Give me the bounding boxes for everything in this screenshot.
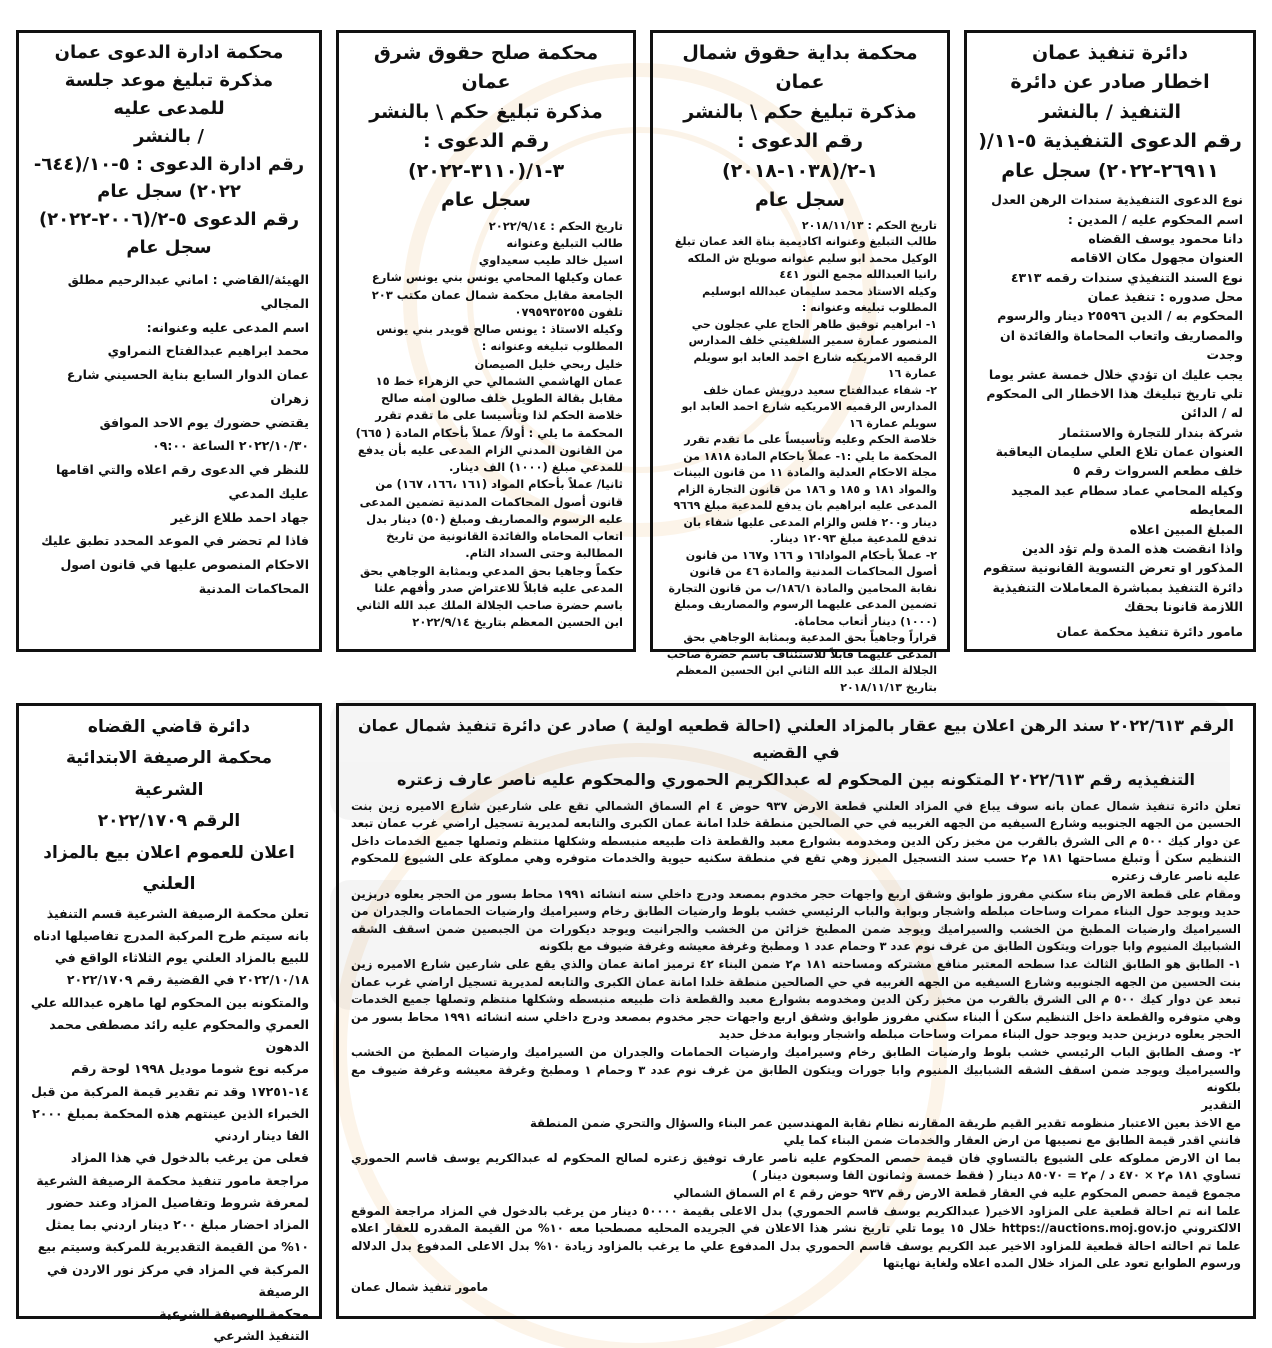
body-line: وكيله الاستاذ : يونس صالح قويدر بني يونس <box>376 322 623 337</box>
heading-line: رقم الدعوى ٥-٢/(٢٠٠٦-٢٠٢٢) <box>38 209 300 231</box>
heading-line: محكمة ادارة الدعوى عمان <box>54 42 284 63</box>
body-line: قراراً وجاهياً بحق المدعية وبمثابة الوجاهي بحق المدعى عليهما قابلاً للاستئناف باسم حضرة صاحب الجلالة الملك عبد الله الثاني ابن الحسين المعظم بتاريخ ٢٠١٨/١١/١٣ <box>666 631 937 694</box>
body-paragraph: ٢- وصف الطابق الباب الرئيسي خشب بلوط وارضيات الطابق رخام وسيراميك وارضيات الحمامات والجدران من السيراميك وارضيات المطبخ من الخشب والسيراميك ويوجد ضمن اسقف الشقه الشبابيك المنيوم وابا جورات ويتكون الطابق من غرف نوم عدد ٣ وحمام ١ ومطبخ وغرفة معيشه وغرفة ضيوف مع بلكونه <box>351 1045 1241 1095</box>
heading-line: ٢٠٢٢) سجل عام <box>97 181 241 203</box>
heading-line: رقم الدعوى : ٣-١/(٣١١٠-٢٠٢٢) <box>407 130 565 182</box>
heading-line: الرقم ٢٠٢٢/٦١٣ سند الرهن اعلان بيع عقار بالمزاد العلني (احالة قطعيه اولية ) صادر عن دائرة تنفيذ شمال عمان في القضيه <box>357 716 1235 763</box>
body-line: طالب التبليغ وعنوانه اكاديمية بناة الغد عمان تبلغ الوكيل محمد ابو سليم عنوانه صويلح ش الملكه رانيا العبدالله مجمع النور ٤٤١ <box>674 235 937 282</box>
notice-body <box>663 218 937 697</box>
heading-line: اعلان للعموم اعلان بيع بالمزاد العلني <box>43 842 295 895</box>
body-line: اسم المدعى عليه وعنوانه: <box>146 319 309 335</box>
heading-line: مذكرة تبليغ حكم \ بالنشر <box>683 100 917 123</box>
notice-body <box>29 903 309 1348</box>
heading-line: سجل عام <box>441 189 531 212</box>
body-paragraph: ومقام على قطعة الارض بناء سكني مفروز طوابق وشقق اربع واجهات حجر مخدوم بمصعد ودرج داخلي سنه انشائه ١٩٩١ محاط بسور من الحجر يعلوه دربزين حديد ويوجد حول البناء ممرات وساحات مبلطه واشجار وبوابة والباب الرئيسي خشب بلوط وارضيات الطابق رخام وسيراميك وارضيات الحمامات والجدران من السيراميك وارضيات المطبخ من الخشب والسيراميك ويوجد ضمن المطبخ خزائن من الخشب والجرانيت ويوجد ديكورات من الجبصين ضمن اسقف الشقه الشبابيك المنيوم وابا جورات ويتكون الطابق من غرف نوم عدد ٣ وحمام عدد ١ ومطبخ وغرفة معيشه وغرفة ضيوف مع بلكونه <box>351 886 1241 954</box>
body-line: العنوان عمان تلاع العلي سليمان اليعاقبة خلف مطعم السروات رقم ٥ <box>995 444 1243 479</box>
heading-line: محكمة صلح حقوق شرق عمان <box>373 42 599 94</box>
body-paragraph: علما انه تم احالة قطعية على المزاود الاخير( عبدالكريم يوسف قاسم الحموري) بدل الاعلى بقيمة ٥٠٠٠٠ دينار من يرغب بالدخول في المزاد مراجعة الموقع الالكتروني https://auctions.moj.gov.jo خلال ١٥ يوما تلي تاريخ نشر هذا الاعلان في الجريده المحليه مصطحبا معه ١٠% من القيمة المقدره للعقار اعلاه علما تم احالته احالة قطعية للمزاود الاخير عبد الكريم يوسف قاسم الحموري بدل المدفوع علي ما يرغب بالمزاود زيادة ١٠% بدل الاعلى المدفوع بدل الدلاله ورسوم الطوابع تعود على المزاد خلال المده اعلاه ولغاية نهايتها <box>351 1203 1241 1271</box>
body-line: تاريخ الحكم : ٢٠٢٢/٩/١٤ <box>488 218 623 233</box>
body-line: نوع الدعوى التنفيذية سندات الرهن العدل <box>991 192 1243 208</box>
body-line: عمان وكيلها المحامي يونس بني يونس شارع الجامعة مقابل محكمة شمال عمان مكتب ٢٠٣ تلفون ٠٧٩٥٩٣٥٢٥٥ <box>371 270 623 319</box>
notice-case-management-court <box>16 30 322 652</box>
notice-body <box>349 218 623 632</box>
body-line: المطلوب تبليغه وعنوانه : <box>481 339 623 354</box>
body-line: يقتضي حضورك يوم الاحد الموافق ٢٠٢٢/١٠/٣٠ الساعة ٠٩:٠٠ <box>99 414 309 454</box>
body-line: خليل ربحي خليل الصيصان <box>474 356 623 371</box>
body-line: وكيله الاستاذ محمد سليمان عبدالله ابوسليم <box>702 284 937 298</box>
body-line: تاريخ الحكم : ٢٠١٨/١١/١٣ <box>801 218 937 232</box>
body-line: طالب التبليغ وعنوانه <box>506 235 623 250</box>
body-paragraph: تعلن دائرة تنفيذ شمال عمان بانه سوف يباع في المزاد العلني قطعة الارض ٩٣٧ حوض ٤ ام السماق الشمالي تقع على شارعين شارع الاميره زين بنت الحسين من الجهه الجنوبيه وشارع السيفيه من الجهه الغربيه في حي الصالحين منطقة خلدا امانة عمان الكبرى والتابعه لمديرية تسجيل اراضي غرب عمان تبعد عن دوار كيك ٥٠٠ م الى الشرق بالقرب من مخبز ركن الدين ومخدومه بشوارع معبد والقطعة ذات طبيعه منبسطه وشكلها منتظم وتصلها جميع الخدمات داخل التنظيم سكن أ وتبلغ مساحتها ١٨١ م٢ حسب سند التسجيل المبرز وهي تقع في منطقة سكنيه حيوية والخدمات متوفره وهي مملوكة على الشيوع للمحكوم عليه ناصر عارف زعتره <box>351 798 1242 883</box>
body-line: المطلوب تبليغه وعنوانه : <box>801 301 937 315</box>
body-line: عمان الهاشمي الشمالي حي الزهراء خط ١٥ مقابل بقالة الطويل خلف صالون امنه صالح <box>375 373 623 406</box>
heading-line: اخطار صادر عن دائرة التنفيذ / بالنشر <box>1010 71 1210 123</box>
heading-line: محكمة الرصيفة الابتدائية الشرعية <box>66 748 272 800</box>
body-line: الهيئة/القاضي : اماني عبدالرحيم مطلق المجالي <box>67 272 309 311</box>
body-line: مامور دائرة تنفيذ محكمة عمان <box>1056 624 1243 640</box>
body-line: محل صدوره : تنفيذ عمان <box>1087 289 1243 305</box>
body-line: مركبه نوع شوما موديل ١٩٩٨ لوحة رقم ١٤-١٧٢٥١ وقد تم تقدير قيمة المركبة من قبل الخبراء الذين عينتهم هذه المحكمة بمبلغ ٢٠٠٠ الفا دينار اردني <box>31 1061 309 1144</box>
body-line: المبلغ المبين اعلاه <box>1129 521 1243 537</box>
body-line: المحكوم به / الدين ٢٥٥٩٦ دينار والرسوم والمصاريف واتعاب المحاماة والفائدة ان وجدت <box>997 308 1243 363</box>
heading-line: سجل عام <box>126 237 212 259</box>
body-line: ٢- شفاء عبدالفتاح سعيد درويش عمان خلف المدارس الرقميه الامريكيه شارع احمد العابد ابو سويلم عمارة ١٦ <box>681 383 937 430</box>
body-line: حكماً وجاهيا بحق المدعي وبمثابة الوجاهي بحق المدعى عليه قابلاً للاعتراض صدر وأفهم علنا باسم حضرة صاحب الجلالة الملك عبد الله الثاني ابن الحسين المعظم بتاريخ ٢٠٢٢/٩/١٤ <box>356 563 623 630</box>
heading-line: / بالنشر <box>134 125 204 147</box>
body-line: واذا انقضت هذه المدة ولم تؤد الدين المذكور او تعرض التسوية القانونية ستقوم دائرة التنفيذ بمباشرة المعاملات التنفيذية اللازمة قانونا بحقك <box>983 540 1243 615</box>
body-line: التنفيذ الشرعي <box>213 1328 309 1344</box>
body-line: وكيله المحامي عماد سطام عبد المجيد المعايطه <box>1011 482 1243 518</box>
notice-real-estate-auction <box>336 703 1256 1319</box>
body-line: فاذا لم تحضر في الموعد المحدد تطبق عليك الاحكام المنصوص عليها في قانون اصول المحاكمات المدنية <box>41 533 309 596</box>
body-line: عمان الدوار السابع بناية الحسيني شارع زهران <box>66 367 309 406</box>
heading-line: سجل عام <box>755 189 845 212</box>
heading-line: التنفيذيه رقم ٢٠٢٢/٦١٣ المتكونه بين المحكوم له عبدالكريم الحموري والمحكوم عليه ناصر عارف زعتره <box>396 770 1196 790</box>
notice-heading <box>29 712 309 901</box>
body-line: خلاصة الحكم وعليه وتأسيساً على ما تقدم تقرر المحكمة ما يلي :١- عملاً باحكام المادة ١٨١٨ من مجلة الاحكام العدلية والمادة ١١ من قانون البينات والمواد ١٨١ و ١٨٥ و ١٨٦ من قانون التجارة الزام المدعى عليه ابراهيم بان يدفع للمدعية مبلغ ٩٦٦٩ دينار و٢٠٠ فلس والزام المدعى عليها شفاء بان تدفع للمدعية مبلغ ١٢٠٩٣ دينار. <box>673 433 937 546</box>
body-line: اسم المحكوم عليه / المدين : <box>1067 211 1243 227</box>
notice-heading <box>349 39 623 216</box>
notice-east-amman-court <box>336 30 636 652</box>
heading-line: مذكرة تبليغ موعد جلسة للمدعى عليه <box>64 69 274 119</box>
signature-line: مامور تنفيذ شمال عمان <box>351 1280 489 1295</box>
notice-execution-amman <box>964 30 1256 652</box>
notice-body <box>351 798 1241 1297</box>
body-line: شركة بندار للتجارة والاستثمار <box>1059 424 1243 440</box>
notice-body <box>29 268 309 601</box>
body-paragraph: مجموع قيمة حصص المحكوم عليه في العقار قطعة الارض رقم ٩٣٧ حوض رقم ٤ ام السماق الشمالي <box>673 1185 1241 1200</box>
heading-line: رقم الدعوى : ١-٢/(١٠٣٨-٢٠١٨) <box>721 130 879 182</box>
body-paragraph: فانني اقدر قيمة الطابق مع نصيبها من ارض العقار والخدمات ضمن البناء كما يلي <box>783 1133 1241 1148</box>
heading-line: مذكرة تبليغ حكم \ بالنشر <box>369 100 603 123</box>
body-line: نوع السند التنفيذي سندات رقمه ٤٣١٣ <box>1010 269 1243 285</box>
body-paragraph: ١- الطابق هو الطابق الثالث عدا سطحه المعتبر منافع مشتركه ومساحته ١٨١ م٢ ضمن البناء ٤٢ ترميز امانة عمان والذي يقع على شارعين شارع الاميره زين بنت الحسين من الجهه الجنوبيه وشارع السيفيه من الجهه الغربيه في حي الصالحين منطقة خلدا امانة عمان الكبرى والتابعه لمديرية تسجيل اراضي غرب عمان تبعد عن دوار كيك ٥٠٠ م الى الشرق بالقرب من مخبز ركن الدين ومخدومه بشوارع معبد والقطعة ذات طبيعه منبسطه وشكلها منتظم وتصلها جميع الخدمات وهي متوفره والقطعة داخل التنظيم سكن أ البناء سكني مفروز طوابق وشقق اربع واجهات حجر مخدوم بمصعد ودرج داخلي سنه انشائه ١٩٩١ محاط بسور من الحجر يعلوه دربزين حديد ويوجد حول البناء ممرات وساحات مبلطه واشجار وبوابة مدخل حديد <box>351 957 1241 1042</box>
body-line: ٢- عملاً بأحكام الموادا١٦ و ١٦٦ و١٦٧ من قانون أصول المحاكمات المدنية والمادة ٤٦ من قانون نقابة المحامين والمادة ١٨٦/١/ب من قانون التجارة تضمين المدعى عليهما الرسوم والمصاريف ومبلغ (١٠٠٠) دينار أتعاب محاماة. <box>668 548 937 628</box>
notice-heading <box>351 712 1241 794</box>
body-line: ١- ابراهيم توفيق طاهر الحاج علي عجلون حي المنصور عمارة سمير السلفيتي خلف المدارس الرقميه الامريكيه شارع احمد العابد ابو سويلم عمارة ١٦ <box>688 317 937 381</box>
notice-body <box>977 190 1243 642</box>
body-line: للنظر في الدعوى رقم اعلاه والتي اقامها عليك المدعي <box>55 462 309 501</box>
body-paragraph: التقدير <box>1201 1097 1241 1112</box>
body-line: جهاد احمد طلاع الزغير <box>170 509 309 525</box>
notice-heading <box>977 39 1243 186</box>
notice-rusaifa-vehicle-auction <box>16 703 322 1344</box>
body-line: يجب عليك ان تؤدي خلال خمسة عشر يوما تلي تاريخ تبليغك هذا الاخطار الى المحكوم له / الدائن <box>986 366 1243 421</box>
body-line: ثانيا/ عملاً بأحكام المواد (١٦١ ،١٦٦، ١٦٧) من قانون أصول المحاكمات المدنية تضمين المدعى عليه الرسوم والمصاريف ومبلغ (٥٠) دينار بدل اتعاب المحاماه والفائدة القانونية من تاريخ المطالبة وحتى السداد التام. <box>359 477 623 561</box>
body-line: اسيل خالد طيب سعيداوي <box>478 253 623 268</box>
heading-line: رقم الدعوى التنفيذية ٥-١١/( <box>978 130 1242 153</box>
body-line: خلاصة الحكم لذا وتأسيسا على ما تقدم تقرر المحكمة ما يلي : أولاً/ عملاً بأحكام المادة ( ٦٦٥) من القانون المدني الزام المدعى عليه بأن يدفع للمدعي مبلغ (١٠٠٠) الف دينار. <box>355 408 623 475</box>
heading-line: رقم ادارة الدعوى : ٥-١٠/(٦٤٤- <box>33 153 305 175</box>
body-line: تعلن محكمة الرصيفة الشرعية قسم التنفيذ بانه سيتم طرح المركبة المدرج تفاصيلها ادناه للبيع بالمزاد العلني يوم الثلاثاء الواقع في ٢٠٢٢/١٠/١٨ في القضية رقم ٢٠٢٢/١٧٠٩ والمتكونه بين المحكوم لها ماهره عبدالله علي العمري والمحكوم عليه رائد مصطفى محمد الدهون <box>30 905 309 1055</box>
notice-north-amman-court <box>650 30 950 694</box>
body-paragraph: مع الاخذ بعين الاعتبار منظومه تقدير القيم طريقة المقارنه نظام نقابة المهندسين عمر البناء والسؤال والتحري ضمن المنطقة <box>530 1115 1241 1130</box>
heading-line: ٢٦٩١١-٢٠٢٢) سجل عام <box>1001 159 1219 182</box>
notice-heading <box>29 39 309 262</box>
body-paragraph: بما ان الارض مملوكه على الشيوع بالتساوي فان قيمة حصص المحكوم عليه ناصر عارف توفيق زعتره لصالح المحكوم له عبدالكريم يوسف قاسم الحموري تساوي ١٨١ م٢ × ٤٧٠ د / م٢ = ٨٥٠٧٠ دينار ( فقط خمسة وثمانون الفا وسبعون دينار ) <box>351 1150 1241 1183</box>
heading-line: دائرة قاضي القضاه <box>87 717 251 737</box>
body-line: محكمة الرصيفة الشرعية <box>159 1306 309 1322</box>
heading-line: دائرة تنفيذ عمان <box>1031 42 1189 64</box>
heading-line: محكمة بداية حقوق شمال عمان <box>682 42 918 94</box>
notice-heading <box>663 39 937 216</box>
heading-line: الرقم ٢٠٢٢/١٧٠٩ <box>97 811 241 832</box>
body-line: محمد ابراهيم عبدالفتاح النمراوي <box>107 343 309 359</box>
body-line: فعلى من يرغب بالدخول في هذا المزاد مراجعة مامور تنفيذ محكمة الرصيفة الشرعية لمعرفة شروط وتفاصيل المزاد وعند حضور المزاد احضار مبلغ ٢٠٠ دينار اردني بما يمثل ١٠% من القيمة التقديرية للمركبة وسيتم بيع المركبة في المزاد في مركز نور الاردن في الرصيفة <box>36 1150 309 1299</box>
body-line: العنوان مجهول مكان الاقامه <box>1070 250 1243 266</box>
body-line: دانا محمود يوسف القضاه <box>1088 230 1243 246</box>
